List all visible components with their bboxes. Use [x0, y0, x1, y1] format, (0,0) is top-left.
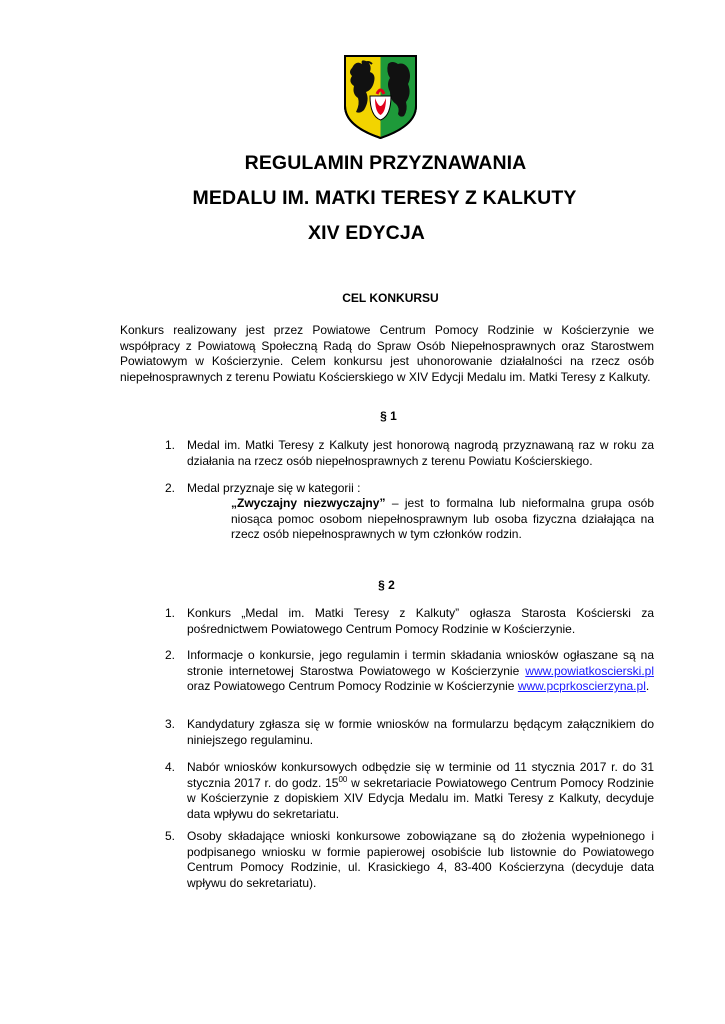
powiat-website-link[interactable]: www.powiatkoscierski.pl	[525, 663, 654, 678]
title-line-1: REGULAMIN PRZYZNAWANIA	[244, 152, 527, 174]
section-2-item-1-text: Konkurs „Medal im. Matki Teresy z Kalkuty” ogłasza Starosta Kościerski za pośrednictwem Powiatowego Centrum Pomocy Rodzinie w Kościerzynie.	[187, 606, 654, 636]
title-line-2: MEDALU IM. MATKI TERESY Z KALKUTY	[192, 187, 577, 209]
category-text: – jest to formalna lub nieformalna grupa osób niosąca pomoc osobom niepełnosprawnym lub osoba fizyczna działająca na rzecz osób niepełnosprawnych w tym członków rodzin.	[231, 496, 654, 541]
category-name: „Zwyczajny niezwyczajny”	[231, 496, 386, 510]
section-1-item-1-number: 1.	[165, 438, 176, 452]
section-1-item-2-text: Medal przyznaje się w kategorii :	[187, 481, 361, 495]
item-4-text-b: w sekretariacie Powiatowego Centrum Pomocy Rodzinie w Kościerzynie z dopiskiem XIV Edycja Medalu im. Matki Teresy z Kalkuty, decyduje data wpływu do sekretariatu.	[187, 775, 654, 821]
section-2-heading: § 2	[378, 578, 395, 592]
section-1-item-2-number: 2.	[165, 481, 176, 495]
item-2-text-c: .	[645, 679, 650, 693]
section-1-item-1-text: Medal im. Matki Teresy z Kalkuty jest honorową nagrodą przyznawaną raz w roku za działania na rzecz osób niepełnosprawnych z terenu Powiatu Kościerskiego.	[187, 438, 654, 468]
coat-of-arms-icon	[342, 54, 419, 140]
section-2-item-1-number: 1.	[165, 606, 176, 620]
section-2-item-3-text: Kandydatury zgłasza się w formie wniosków na formularzu będącym załącznikiem do niniejszego regulaminu.	[187, 717, 654, 747]
item-2-text-a: Informacje o konkursie, jego regulamin i termin składania wniosków ogłaszane są na stronie internetowej Starostwa Powiatowego w Kościerzynie	[187, 648, 654, 678]
section-2-item-4-number: 4.	[165, 760, 176, 774]
category-description	[231, 496, 654, 543]
section-2-item-5-number: 5.	[165, 829, 176, 843]
goal-paragraph: Konkurs realizowany jest przez Powiatowe Centrum Pomocy Rodzinie w Kościerzynie we współpracy z Powiatową Społeczną Radą do Spraw Osób Niepełnosprawnych oraz Starostwem Powiatowym w Kościerzynie. Celem konkursu jest uhonorowanie działalności na rzecz osób niepełnosprawnych z terenu Powiatu Kościerskiego w XIV Edycji Medalu im. Matki Teresy z Kalkuty.	[120, 323, 654, 384]
title-line-3: XIV EDYCJA	[308, 222, 425, 244]
section-2-item-5-text: Osoby składające wnioski konkursowe zobowiązane są do złożenia wypełnionego i podpisanego wniosku w formie papierowej osobiście lub listownie do Powiatowego Centrum Pomocy Rodzinie, ul. Krasickiego 4, 83-400 Kościerzyna (decyduje data wpływu do sekretariatu).	[187, 829, 654, 890]
item-2-text-b: oraz Powiatowego Centrum Pomocy Rodzinie w Kościerzynie	[187, 679, 518, 693]
item-4-time-superscript: 00	[338, 774, 348, 784]
pcpr-website-link[interactable]: www.pcprkoscierzyna.pl	[517, 679, 646, 693]
section-2-item-3-number: 3.	[165, 717, 176, 731]
section-2-item-2-text	[187, 648, 654, 695]
goal-heading: CEL KONKURSU	[342, 291, 439, 305]
item-4-text-a: Nabór wniosków konkursowych odbędzie się w terminie od 11 stycznia 2017 r. do 31 stycznia 2017 r. do godz. 15	[187, 760, 654, 790]
section-2-item-4-text	[187, 760, 654, 822]
section-2-item-2-number: 2.	[165, 648, 176, 662]
section-1-heading: § 1	[380, 409, 397, 423]
